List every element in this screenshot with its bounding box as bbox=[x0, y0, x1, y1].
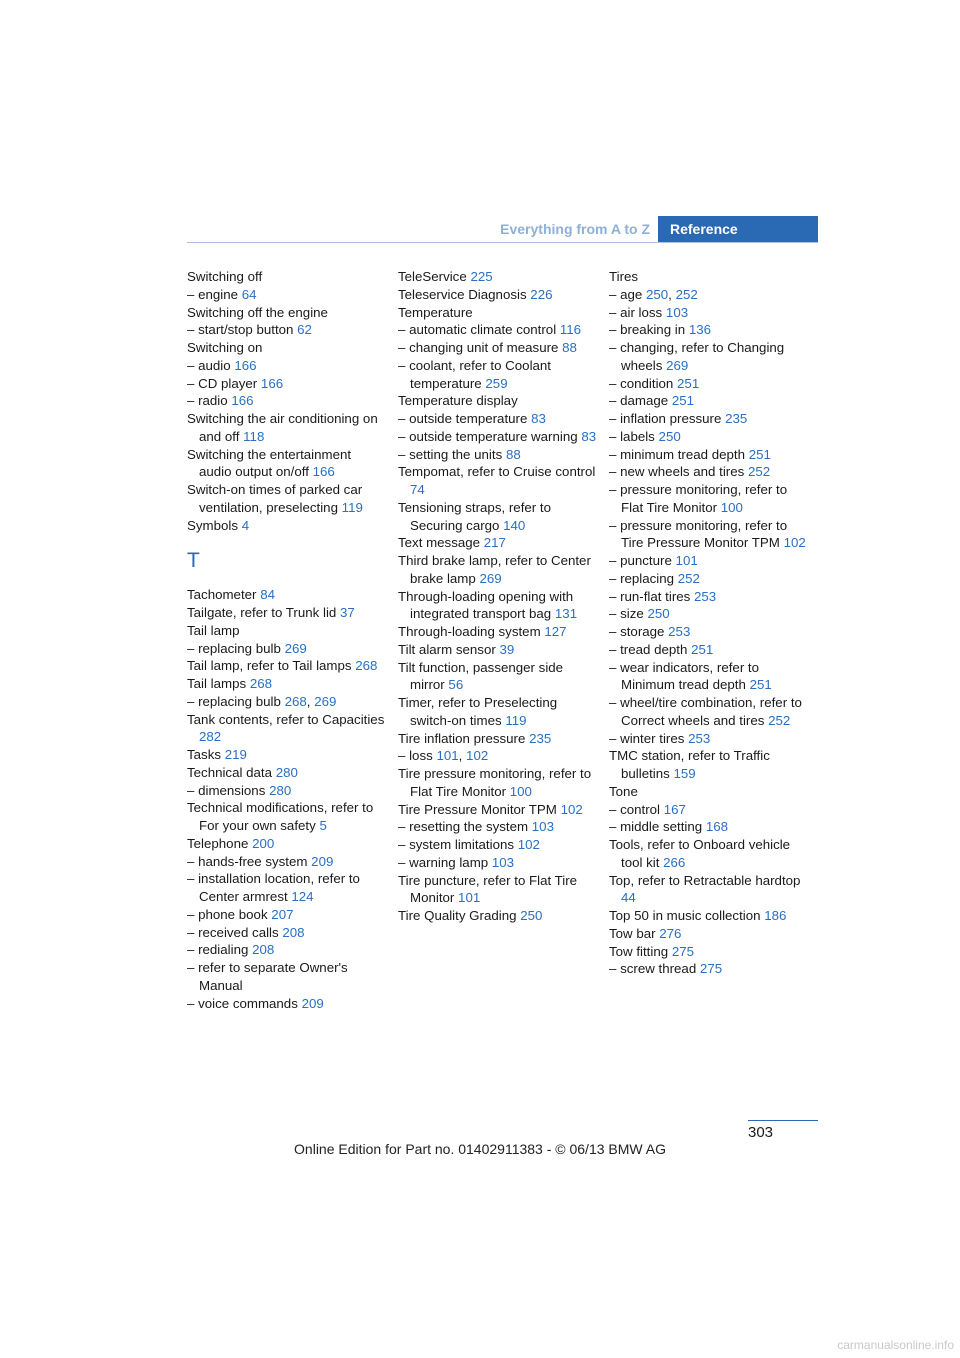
page-reference-link[interactable]: 250 bbox=[647, 606, 670, 622]
index-term: – replacing bulb bbox=[187, 693, 281, 709]
index-term: Tow bar bbox=[609, 925, 656, 941]
index-entry bbox=[609, 339, 809, 375]
index-entry bbox=[398, 446, 598, 464]
index-entry bbox=[398, 357, 598, 393]
index-term: – labels bbox=[609, 428, 655, 444]
index-term: Tire pressure monitoring, refer to Flat Tire Monitor bbox=[398, 766, 592, 799]
index-term: – coolant, refer to Coolant temperature bbox=[398, 357, 552, 391]
page-reference-link[interactable]: 103 bbox=[665, 304, 689, 320]
index-entry bbox=[187, 657, 387, 675]
page-reference-link[interactable]: 39 bbox=[499, 641, 515, 657]
index-column-1 bbox=[187, 268, 387, 1012]
index-entry bbox=[187, 870, 387, 906]
index-entry bbox=[187, 764, 387, 782]
page-reference-link[interactable]: 103 bbox=[491, 854, 515, 870]
page-reference-link[interactable]: 5 bbox=[319, 818, 327, 833]
index-term: – received calls bbox=[187, 924, 279, 940]
index-term: – setting the units bbox=[398, 446, 503, 462]
page-reference-link[interactable]: 88 bbox=[505, 446, 521, 462]
index-entry bbox=[187, 853, 387, 871]
page-reference-link[interactable]: 64 bbox=[241, 286, 257, 302]
index-entry: – age 250, 252 bbox=[609, 286, 698, 302]
page-reference-link[interactable]: 250 bbox=[520, 908, 543, 923]
index-entry bbox=[187, 392, 387, 410]
page-reference-link[interactable]: 4 bbox=[241, 517, 250, 533]
page-reference-link[interactable]: 252 bbox=[675, 286, 698, 302]
index-entry bbox=[398, 463, 598, 499]
page-reference-link[interactable]: 280 bbox=[275, 764, 298, 780]
page-reference-link[interactable]: 131 bbox=[554, 606, 578, 622]
index-entry: – replacing bulb 268, 269 bbox=[187, 693, 337, 709]
index-term: Switch-on times of parked car ventilation, preselecting bbox=[187, 482, 363, 515]
index-entry bbox=[398, 321, 598, 339]
index-entry bbox=[398, 588, 598, 624]
index-term: – outside temperature bbox=[398, 411, 528, 426]
index-term: – dimensions bbox=[187, 782, 266, 798]
index-entry bbox=[609, 641, 809, 659]
index-term: Switching the air conditioning on and off bbox=[187, 411, 378, 444]
page-reference-link[interactable]: 207 bbox=[271, 906, 294, 922]
index-term: TeleService bbox=[398, 269, 467, 284]
index-term: – loss bbox=[398, 748, 433, 764]
index-term: Top 50 in music collection bbox=[609, 908, 761, 923]
index-term: Third brake lamp, refer to Center brake lamp bbox=[398, 553, 591, 586]
page-reference-link[interactable]: 83 bbox=[581, 428, 597, 444]
index-entry bbox=[187, 304, 387, 322]
index-entry bbox=[398, 534, 598, 552]
index-entry bbox=[187, 622, 387, 640]
index-entry bbox=[609, 446, 809, 464]
index-entry bbox=[398, 304, 598, 322]
page-reference-link[interactable]: 235 bbox=[725, 411, 748, 426]
page-reference-link[interactable]: 159 bbox=[673, 766, 696, 781]
index-term: Text message bbox=[398, 535, 481, 551]
page-reference-link[interactable]: 251 bbox=[749, 677, 772, 693]
index-entry bbox=[187, 339, 387, 357]
index-term: Switching off the engine bbox=[187, 304, 328, 320]
index-entry bbox=[187, 835, 387, 853]
index-entry bbox=[398, 730, 598, 748]
index-term: Through-loading opening with integrated transport bag bbox=[398, 588, 574, 622]
index-group-s bbox=[187, 268, 387, 534]
index-term: Tasks bbox=[187, 747, 221, 762]
page-reference-link[interactable]: 269 bbox=[284, 640, 307, 656]
page-reference-link[interactable]: 116 bbox=[559, 322, 582, 338]
index-term: Tail lamps bbox=[187, 676, 247, 691]
index-entry bbox=[187, 799, 387, 835]
page-reference-link[interactable]: 259 bbox=[485, 375, 508, 391]
index-entry bbox=[609, 605, 809, 623]
index-term: Top, refer to Retractable hardtop bbox=[609, 872, 801, 888]
index-term: – damage bbox=[609, 393, 669, 409]
index-term: – CD player bbox=[187, 375, 258, 391]
index-term: Through-loading system bbox=[398, 624, 541, 639]
index-term: Telephone bbox=[187, 835, 249, 851]
index-term: – winter tires bbox=[609, 730, 685, 746]
page-reference-link[interactable]: 127 bbox=[544, 624, 567, 639]
index-term: – hands-free system bbox=[187, 853, 308, 869]
index-term: – start/stop button bbox=[187, 322, 294, 338]
index-term: Timer, refer to Preselecting switch-on times bbox=[398, 695, 558, 728]
index-term: – control bbox=[609, 801, 660, 817]
watermark: carmanualsonline.info bbox=[837, 1338, 954, 1352]
index-term: Tachometer bbox=[187, 587, 257, 603]
index-entry bbox=[398, 286, 598, 304]
index-term: Symbols bbox=[187, 517, 238, 533]
page-reference-link[interactable]: 166 bbox=[312, 464, 335, 480]
index-entry bbox=[609, 747, 809, 783]
index-term: Temperature bbox=[398, 304, 473, 320]
page-reference-link[interactable]: 226 bbox=[530, 286, 553, 302]
index-term: Tempomat, refer to Cruise control bbox=[398, 464, 596, 480]
index-entry bbox=[609, 943, 809, 961]
index-term: Tire Quality Grading bbox=[398, 908, 517, 923]
index-term: – resetting the system bbox=[398, 819, 529, 835]
page-reference-link[interactable]: 119 bbox=[341, 499, 363, 515]
index-entry bbox=[187, 481, 387, 517]
index-entry bbox=[187, 375, 387, 393]
page-reference-link[interactable]: 225 bbox=[470, 269, 493, 284]
index-entry bbox=[187, 517, 387, 535]
page-reference-link[interactable]: 44 bbox=[621, 890, 636, 906]
page-reference-link[interactable]: 124 bbox=[291, 889, 314, 904]
index-entry bbox=[609, 960, 809, 978]
index-entry bbox=[398, 392, 598, 410]
page-reference-link[interactable]: 209 bbox=[301, 995, 324, 1011]
index-entry bbox=[398, 694, 598, 730]
index-term: Tailgate, refer to Trunk lid bbox=[187, 605, 337, 620]
index-entry bbox=[398, 801, 598, 819]
index-term: – age bbox=[609, 286, 643, 302]
page-reference-link[interactable]: 268 bbox=[284, 693, 307, 709]
page-reference-link[interactable]: 251 bbox=[748, 446, 771, 462]
index-entry bbox=[398, 872, 598, 908]
index-term: – outside temperature warning bbox=[398, 428, 578, 444]
index-term: – inflation pressure bbox=[609, 411, 722, 426]
index-term: Teleservice Diagnosis bbox=[398, 286, 527, 302]
index-term: Tire Pressure Monitor TPM bbox=[398, 801, 557, 817]
index-entry bbox=[187, 906, 387, 924]
page-reference-link[interactable]: 252 bbox=[747, 464, 771, 480]
index-term: Tilt function, passenger side mirror bbox=[398, 659, 564, 693]
index-term: – redialing bbox=[187, 942, 249, 958]
page-reference-link[interactable]: 251 bbox=[671, 393, 695, 409]
index-entry bbox=[187, 446, 387, 482]
page-reference-link[interactable]: 103 bbox=[531, 819, 554, 835]
page-reference-link[interactable]: 250 bbox=[645, 286, 669, 302]
page-reference-link[interactable]: 252 bbox=[677, 570, 700, 586]
index-entry bbox=[609, 268, 809, 286]
index-term: – pressure monitoring, refer to Flat Tire Monitor bbox=[609, 482, 788, 515]
index-entry bbox=[398, 659, 598, 695]
index-column-2 bbox=[398, 268, 598, 925]
page-reference-link[interactable]: 102 bbox=[517, 837, 540, 852]
page-reference-link[interactable]: 102 bbox=[560, 801, 583, 817]
index-term: Tow fitting bbox=[609, 943, 669, 959]
page-reference-link[interactable]: 280 bbox=[269, 782, 292, 798]
page-reference-link[interactable]: 200 bbox=[252, 835, 275, 851]
index-entry bbox=[398, 765, 598, 801]
page-reference-link[interactable]: 168 bbox=[705, 819, 729, 835]
page-reference-link[interactable]: 166 bbox=[234, 357, 257, 373]
page-reference-link[interactable]: 62 bbox=[297, 322, 312, 338]
index-entry bbox=[609, 392, 809, 410]
index-term: – run-flat tires bbox=[609, 588, 691, 604]
index-term: – screw thread bbox=[609, 961, 697, 977]
index-term: – engine bbox=[187, 286, 239, 302]
page-reference-link[interactable]: 269 bbox=[314, 693, 337, 709]
index-group-t bbox=[187, 586, 387, 1012]
index-letter-heading: T bbox=[187, 549, 200, 573]
page-reference-link[interactable]: 166 bbox=[231, 393, 254, 409]
page-reference-link[interactable]: 74 bbox=[410, 482, 425, 497]
index-term: – replacing bulb bbox=[187, 640, 281, 656]
page-reference-link[interactable]: 100 bbox=[720, 499, 743, 515]
index-term: – refer to separate Owner's Manual bbox=[187, 960, 348, 993]
tab-reference: Reference bbox=[658, 216, 818, 243]
page-reference-link[interactable]: 166 bbox=[260, 375, 284, 391]
index-term: Tire puncture, refer to Flat Tire Monitor bbox=[398, 872, 578, 906]
index-entry bbox=[609, 659, 809, 695]
page-number: 303 bbox=[748, 1124, 774, 1141]
index-term: Tank contents, refer to Capacities bbox=[187, 711, 385, 727]
index-term: Tone bbox=[609, 783, 638, 799]
page-reference-link[interactable]: 56 bbox=[448, 677, 464, 693]
index-entry bbox=[187, 410, 387, 446]
index-term: – wear indicators, refer to Minimum tread depth bbox=[609, 659, 760, 693]
index-entry: – loss 101, 102 bbox=[398, 748, 489, 764]
page-reference-link[interactable]: 282 bbox=[199, 729, 222, 745]
index-entry bbox=[609, 872, 809, 908]
index-entry bbox=[398, 907, 598, 925]
page-reference-link[interactable]: 119 bbox=[505, 712, 527, 728]
index-entry bbox=[187, 604, 387, 622]
index-entry bbox=[187, 586, 387, 604]
page-reference-link[interactable]: 219 bbox=[224, 747, 247, 762]
index-term: – new wheels and tires bbox=[609, 464, 745, 480]
page-reference-link[interactable]: 102 bbox=[466, 748, 489, 764]
index-entry bbox=[609, 801, 809, 819]
page-reference-link[interactable]: 250 bbox=[658, 428, 681, 444]
index-term: Tilt alarm sensor bbox=[398, 641, 496, 657]
index-entry bbox=[187, 924, 387, 942]
page-reference-link[interactable]: 208 bbox=[282, 924, 305, 940]
page-reference-link[interactable]: 208 bbox=[252, 942, 275, 958]
index-entry bbox=[609, 463, 809, 481]
index-entry bbox=[187, 782, 387, 800]
index-term: – voice commands bbox=[187, 995, 298, 1011]
index-term: – changing, refer to Changing wheels bbox=[609, 340, 785, 373]
running-header bbox=[187, 216, 818, 243]
index-term: – tread depth bbox=[609, 641, 688, 657]
page-reference-link[interactable]: 269 bbox=[666, 357, 689, 373]
page-reference-link[interactable]: 252 bbox=[768, 712, 791, 728]
footer-edition-note: Online Edition for Part no. 01402911383 - © 06/13 BMW AG bbox=[294, 1141, 666, 1157]
index-term: Switching the entertainment audio output on/off bbox=[187, 446, 352, 480]
index-entry bbox=[398, 410, 598, 428]
index-term: – wheel/tire combination, refer to Correct wheels and tires bbox=[609, 695, 802, 728]
index-term: Tires bbox=[609, 269, 639, 284]
index-entry bbox=[398, 499, 598, 535]
page-reference-link[interactable]: 209 bbox=[311, 853, 334, 869]
index-term: Tools, refer to Onboard vehicle tool kit bbox=[609, 837, 791, 870]
index-entry bbox=[398, 818, 598, 836]
index-column-3 bbox=[609, 268, 809, 978]
page-reference-link[interactable]: 275 bbox=[699, 961, 723, 977]
index-entry bbox=[609, 410, 809, 428]
index-entry bbox=[187, 995, 387, 1013]
header-rule bbox=[187, 242, 818, 243]
page-reference-link[interactable]: 101 bbox=[436, 748, 459, 764]
index-entry bbox=[609, 730, 809, 748]
index-entry bbox=[398, 641, 598, 659]
index-term: – audio bbox=[187, 357, 231, 373]
page-reference-link[interactable]: 235 bbox=[529, 730, 552, 746]
index-term: – phone book bbox=[187, 906, 268, 922]
index-entry bbox=[187, 321, 387, 339]
index-entry bbox=[609, 375, 809, 393]
index-entry bbox=[187, 746, 387, 764]
index-entry bbox=[398, 428, 598, 446]
index-term: – breaking in bbox=[609, 322, 686, 338]
page-reference-link[interactable]: 268 bbox=[355, 658, 378, 674]
index-entry bbox=[609, 783, 809, 801]
index-entry bbox=[609, 304, 809, 322]
index-entry bbox=[398, 268, 598, 286]
index-term: Tire inflation pressure bbox=[398, 730, 526, 746]
index-term: Technical data bbox=[187, 764, 273, 780]
page-reference-link[interactable]: 253 bbox=[668, 624, 691, 639]
index-entry bbox=[398, 836, 598, 854]
page-reference-link[interactable]: 167 bbox=[663, 801, 686, 817]
page-number-rule bbox=[748, 1120, 818, 1121]
index-term: – storage bbox=[609, 624, 665, 639]
page-reference-link[interactable]: 136 bbox=[688, 322, 712, 338]
page-reference-link[interactable]: 88 bbox=[562, 340, 577, 355]
index-entry bbox=[187, 268, 387, 286]
index-entry bbox=[609, 428, 809, 446]
page-reference-link[interactable]: 276 bbox=[659, 925, 682, 941]
index-entry bbox=[609, 481, 809, 517]
index-entry bbox=[609, 694, 809, 730]
index-term: – replacing bbox=[609, 570, 675, 586]
index-entry bbox=[609, 818, 809, 836]
index-term: Switching off bbox=[187, 269, 263, 284]
index-entry bbox=[187, 357, 387, 375]
index-term: Tail lamp bbox=[187, 622, 240, 638]
index-entry bbox=[187, 711, 387, 747]
page-reference-link[interactable]: 101 bbox=[675, 553, 698, 568]
index-entry bbox=[187, 640, 387, 658]
page-reference-link[interactable]: 102 bbox=[783, 535, 806, 551]
index-entry bbox=[609, 517, 809, 553]
index-term: – size bbox=[609, 606, 644, 622]
index-term: Technical modifications, refer to For your own safety bbox=[187, 800, 374, 833]
index-term: – puncture bbox=[609, 553, 672, 568]
index-entry bbox=[398, 339, 598, 357]
page-reference-link[interactable]: 269 bbox=[479, 570, 502, 586]
index-term: – radio bbox=[187, 393, 228, 409]
index-entry bbox=[398, 552, 598, 588]
index-entry bbox=[609, 836, 809, 872]
section-title: Everything from A to Z bbox=[500, 221, 650, 237]
index-term: – condition bbox=[609, 375, 674, 391]
index-term: – changing unit of measure bbox=[398, 340, 559, 355]
index-term: Switching on bbox=[187, 340, 263, 355]
index-term: – air loss bbox=[609, 304, 663, 320]
index-entry bbox=[609, 623, 809, 641]
page-reference-link[interactable]: 37 bbox=[340, 605, 355, 620]
page-reference-link[interactable]: 266 bbox=[663, 854, 686, 870]
page-reference-link[interactable]: 101 bbox=[458, 890, 481, 906]
page-reference-link[interactable]: 217 bbox=[483, 535, 506, 551]
index-entry bbox=[609, 321, 809, 339]
index-entry bbox=[609, 907, 809, 925]
index-term: Tensioning straps, refer to Securing cargo bbox=[398, 499, 551, 533]
index-entry bbox=[609, 925, 809, 943]
page-reference-link[interactable]: 268 bbox=[249, 676, 273, 691]
index-entry bbox=[187, 959, 387, 995]
index-entry bbox=[609, 588, 809, 606]
index-term: – minimum tread depth bbox=[609, 446, 745, 462]
page-reference-link[interactable]: 140 bbox=[503, 517, 526, 533]
page-reference-link[interactable]: 251 bbox=[677, 375, 700, 391]
index-entry bbox=[187, 675, 387, 693]
index-entry bbox=[187, 941, 387, 959]
index-term: – automatic climate control bbox=[398, 322, 557, 338]
index-entry bbox=[187, 286, 387, 304]
index-term: – middle setting bbox=[609, 819, 703, 835]
page-reference-link[interactable]: 186 bbox=[764, 908, 787, 923]
index-term: TMC station, refer to Traffic bulletins bbox=[609, 748, 770, 781]
index-term: – warning lamp bbox=[398, 854, 489, 870]
index-entry bbox=[398, 623, 598, 641]
page-reference-link[interactable]: 251 bbox=[691, 641, 714, 657]
page-reference-link[interactable]: 83 bbox=[531, 411, 546, 426]
index-term: Tail lamp, refer to Tail lamps bbox=[187, 658, 352, 674]
index-term: Temperature display bbox=[398, 393, 518, 409]
page-reference-link[interactable]: 118 bbox=[243, 428, 265, 444]
index-entry bbox=[609, 552, 809, 570]
page-reference-link[interactable]: 253 bbox=[694, 588, 717, 604]
page-reference-link[interactable]: 253 bbox=[688, 730, 711, 746]
page-reference-link[interactable]: 84 bbox=[260, 587, 275, 603]
index-entry bbox=[609, 570, 809, 588]
index-term: – pressure monitoring, refer to Tire Pressure Monitor TPM bbox=[609, 517, 788, 551]
index-term: – installation location, refer to Center armrest bbox=[187, 871, 360, 904]
page-reference-link[interactable]: 275 bbox=[671, 943, 695, 959]
index-term: – system limitations bbox=[398, 837, 515, 852]
page-reference-link[interactable]: 100 bbox=[509, 783, 532, 799]
index-entry bbox=[398, 854, 598, 872]
